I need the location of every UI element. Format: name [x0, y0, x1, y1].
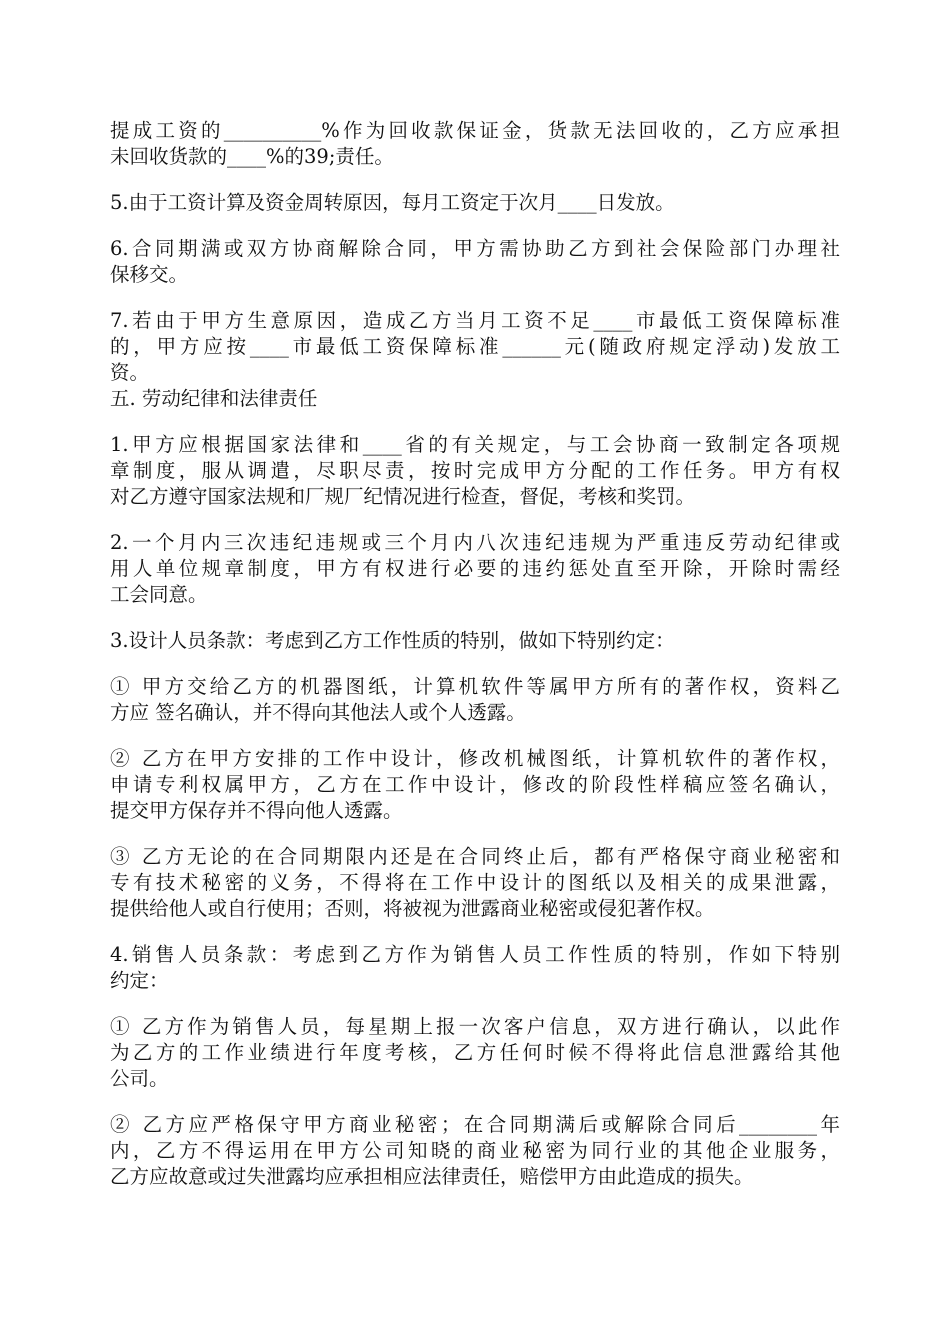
text-line: 用人单位规章制度，甲方有权进行必要的违约惩处直至开除，开除时需经: [110, 557, 840, 580]
text-line: 对乙方遵守国家法规和厂规厂纪情况进行检查，督促，考核和奖罚。: [110, 485, 696, 508]
text-line: 专有技术秘密的义务，不得将在工作中设计的图纸以及相关的成果泄露，: [110, 871, 840, 894]
paragraph-s3-item-3: [110, 844, 840, 922]
text-line: 7.若由于甲方生意原因，造成乙方当月工资不足____市最低工资保障标准: [110, 309, 840, 332]
paragraph-7-minimum-wage: [110, 308, 840, 386]
paragraph-s4-item-2: [110, 1112, 840, 1190]
text-line: 提供给他人或自行使用；否则，将被视为泄露商业秘密或侵犯著作权。: [110, 897, 715, 920]
text-line: ① 乙方作为销售人员，每星期上报一次客户信息，双方进行确认，以此作: [110, 1015, 840, 1038]
text-line: 1.甲方应根据国家法律和____省的有关规定，与工会协商一致制定各项规: [110, 433, 840, 456]
text-line: 未回收货款的____%的39;责任。: [110, 145, 394, 168]
text-line: ① 甲方交给乙方的机器图纸，计算机软件等属甲方所有的著作权，资料乙: [110, 675, 840, 698]
text-line: 章制度，服从调遣，尽职尽责，按时完成甲方分配的工作任务。甲方有权: [110, 459, 840, 482]
text-line: 内，乙方不得运用在甲方公司知晓的商业秘密为同行业的其他企业服务，: [110, 1139, 840, 1162]
paragraph-s3-item-2: [110, 746, 840, 824]
text-line: ③ 乙方无论的在合同期限内还是在合同终止后，都有严格保守商业秘密和: [110, 845, 840, 868]
text-line: 4.销售人员条款：考虑到乙方作为销售人员工作性质的特别，作如下特别: [110, 943, 840, 966]
paragraph-commission-guarantee: [110, 118, 840, 170]
text-line: 提交甲方保存并不得向他人透露。: [110, 799, 403, 822]
text-line: 约定：: [110, 969, 169, 992]
text-line: 保移交。: [110, 263, 189, 286]
text-line: 提成工资的__________%作为回收款保证金，货款无法回收的，乙方应承担: [110, 119, 840, 142]
text-line: ② 乙方在甲方安排的工作中设计，修改机械图纸，计算机软件的著作权，: [110, 747, 840, 770]
text-line: 工会同意。: [110, 583, 208, 606]
paragraph-s1-rules: [110, 432, 840, 510]
text-line: 5.由于工资计算及资金周转原因，每月工资定于次月____日发放。: [110, 191, 675, 214]
text-line: 公司。: [110, 1067, 169, 1090]
section-heading: 五. 劳动纪律和法律责任: [110, 387, 318, 410]
paragraph-s2-violations: [110, 530, 840, 608]
paragraph-6-social-insurance: [110, 236, 840, 288]
text-line: 6.合同期满或双方协商解除合同，甲方需协助乙方到社会保险部门办理社: [110, 237, 840, 260]
text-line: 3.设计人员条款：考虑到乙方工作性质的特别，做如下特别约定：: [110, 629, 675, 652]
text-line: 的，甲方应按____市最低工资保障标准______元(随政府规定浮动)发放工: [110, 335, 840, 358]
text-line: 申请专利权属甲方，乙方在工作中设计，修改的阶段性样稿应签名确认，: [110, 773, 840, 796]
text-line: 乙方应故意或过失泄露均应承担相应法律责任，赔偿甲方由此造成的损失。: [110, 1165, 754, 1188]
text-line: 2.一个月内三次违纪违规或三个月内八次违纪违规为严重违反劳动纪律或: [110, 531, 840, 554]
document-body: [110, 118, 840, 1210]
text-line: 为乙方的工作业绩进行年度考核，乙方任何时候不得将此信息泄露给其他: [110, 1041, 840, 1064]
paragraph-5-salary-date: [110, 190, 840, 216]
paragraph-s4-item-1: [110, 1014, 840, 1092]
paragraph-s4-sales-terms: [110, 942, 840, 994]
paragraph-s3-designer-terms: [110, 628, 840, 654]
text-line: 方应 签名确认，并不得向其他法人或个人透露。: [110, 701, 526, 724]
text-line: ② 乙方应严格保守甲方商业秘密；在合同期满后或解除合同后________年: [110, 1113, 840, 1136]
text-line: 资。: [110, 361, 150, 384]
paragraph-s3-item-1: [110, 674, 840, 726]
